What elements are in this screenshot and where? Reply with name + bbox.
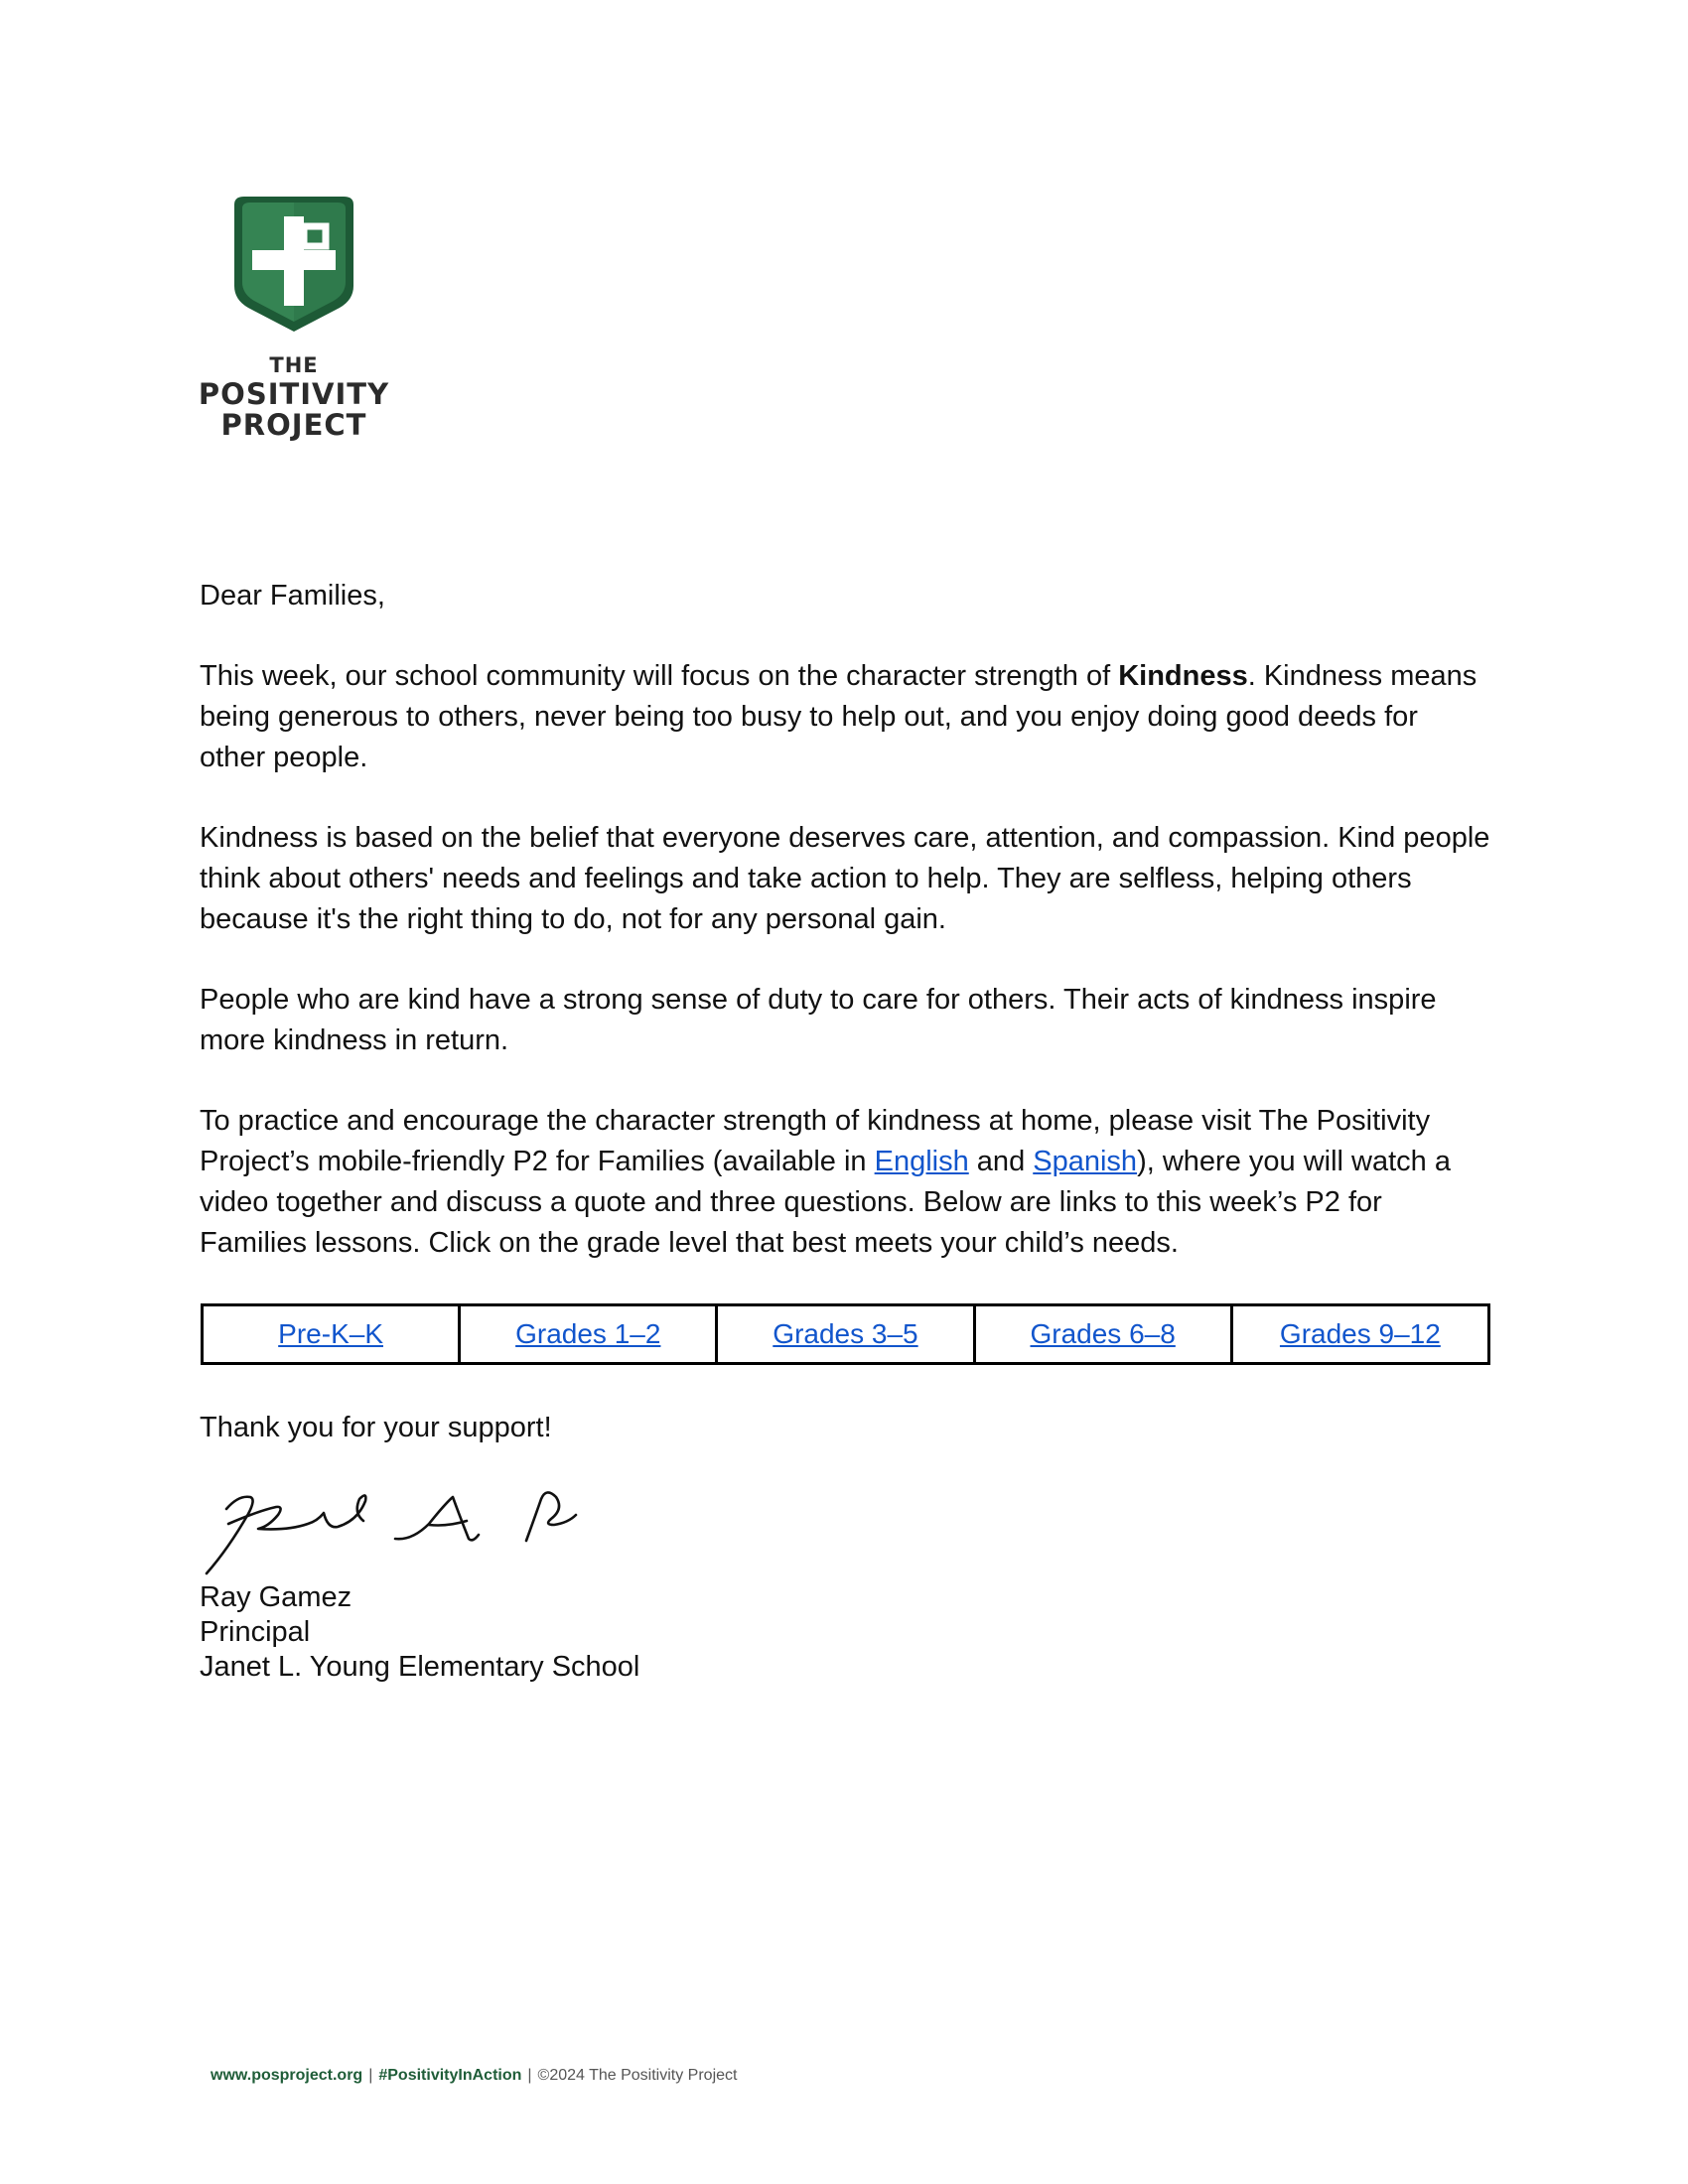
grade-cell xyxy=(1231,1305,1488,1364)
grade-cell xyxy=(717,1305,974,1364)
paragraph-2: Kindness is based on the belief that everyone deserves care, attention, and compassion. Kind people think about others' needs and feelings and take action to help. They are selfless, helping others because it's the right thing to do, not for any personal gain. xyxy=(200,822,1490,935)
p4-text-b: and xyxy=(968,1146,1034,1177)
grade-links-table xyxy=(201,1303,1490,1365)
grade-link-1-2[interactable]: Grades 1–2 xyxy=(515,1318,661,1349)
grade-cell xyxy=(203,1305,460,1364)
grade-links-row xyxy=(203,1305,1489,1364)
signer-title: Principal xyxy=(200,1616,311,1648)
grade-link-3-5[interactable]: Grades 3–5 xyxy=(773,1318,918,1349)
spanish-link[interactable]: Spanish xyxy=(1033,1146,1138,1177)
paragraph-3: People who are kind have a strong sense of duty to care for others. Their acts of kindness inspire more kindness in return. xyxy=(200,984,1437,1056)
letter-body xyxy=(200,576,1490,1303)
english-link[interactable]: English xyxy=(874,1146,969,1177)
grade-link-9-12[interactable]: Grades 9–12 xyxy=(1279,1318,1441,1349)
p1-text-after: . Kindness means being generous to others, never being too busy to help out, and you enjoy doing good deeds for other people. xyxy=(200,660,1477,773)
footer-hashtag: #PositivityInAction xyxy=(378,2067,522,2084)
footer xyxy=(211,2067,737,2085)
footer-separator: | xyxy=(527,2067,532,2084)
grade-cell xyxy=(974,1305,1231,1364)
positivity-project-logo xyxy=(195,195,393,440)
p1-text-before: This week, our school community will focus on the character strength of xyxy=(200,660,1119,692)
school-name: Janet L. Young Elementary School xyxy=(200,1651,640,1683)
footer-copyright: ©2024 The Positivity Project xyxy=(537,2067,738,2084)
signer-name: Ray Gamez xyxy=(200,1581,352,1613)
paragraph-1 xyxy=(200,656,1490,778)
closing-text: Thank you for your support! xyxy=(200,1412,552,1443)
logo-text-positivity: POSITIVITY xyxy=(198,377,390,411)
grade-link-prek-k[interactable]: Pre-K–K xyxy=(278,1318,383,1349)
grade-link-6-8[interactable]: Grades 6–8 xyxy=(1030,1318,1176,1349)
logo-text-project: PROJECT xyxy=(220,408,367,442)
p4-text-c: ), where you will watch a video together and discuss a quote and three questions. Below are links to this week’s P2 for Families lessons. Click on the grade level that best meets your child’s needs. xyxy=(200,1146,1451,1259)
kindness-bold: Kindness xyxy=(1118,660,1248,692)
greeting: Dear Families, xyxy=(200,580,385,612)
handwritten-signature xyxy=(199,1469,616,1578)
footer-website-link[interactable]: www.posproject.org xyxy=(211,2067,363,2084)
signature-block xyxy=(200,1580,639,1685)
footer-separator: | xyxy=(368,2067,373,2084)
p4-text-a: To practice and encourage the character strength of kindness at home, please visit The Positivity Project’s mobile-friendly P2 for Families (available in xyxy=(200,1105,1431,1177)
grade-cell xyxy=(460,1305,717,1364)
shield-plus-icon xyxy=(224,195,363,338)
paragraph-4 xyxy=(200,1101,1490,1264)
logo-text-the: THE xyxy=(269,353,319,377)
